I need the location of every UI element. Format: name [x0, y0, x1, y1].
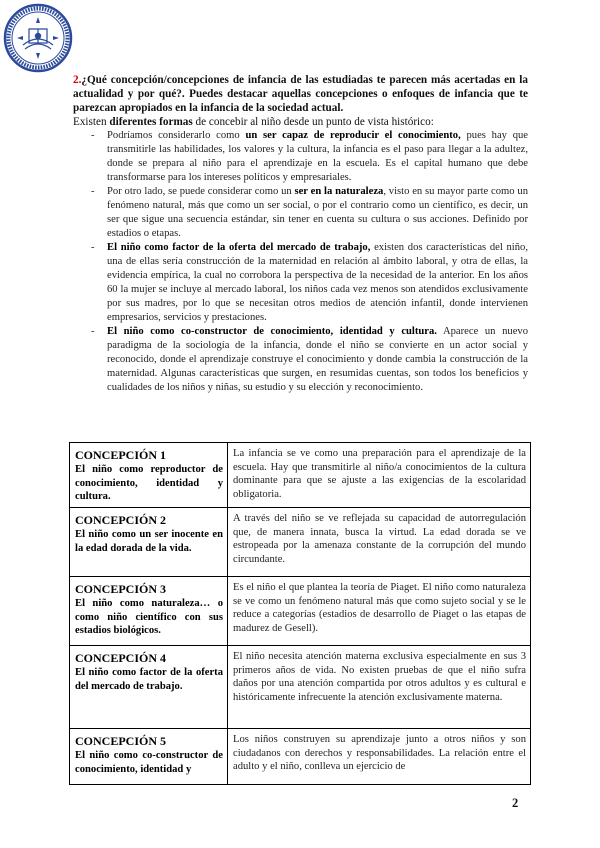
conception-name: El niño como un ser inocente en la edad dorada de la vida. [75, 529, 223, 554]
page-number: 2 [512, 796, 519, 810]
conceptions-table [69, 442, 531, 785]
conception-title: CONCEPCIÓN 4 [75, 651, 167, 665]
conception-name: El niño como reproductor de conocimiento, identidad y cultura. [75, 464, 223, 503]
main-content [73, 73, 528, 395]
intro-bold-text: diferentes formas [109, 116, 193, 128]
bullet-item [107, 129, 528, 185]
conception-description-cell: Los niños construyen su aprendizaje junto a otros niños y son ciudadanos con derechos y responsabilidades. La relación entre el adulto y el niño, conlleva un ejercicio de [228, 729, 531, 785]
bullet-bold-text: ser en la naturaleza [294, 186, 384, 197]
intro-text: Existen [73, 116, 110, 128]
bullet-text-end: pues hay que transmitirle las habilidades, los valores y la cultura, la infancia es el paso para llegar a la adultez, donde se prepara al niño para el aprendizaje en la escuela. Es el capital humano que debe transformarse para los intereses políticos y empresariales. [107, 130, 528, 183]
conception-bullet-list [73, 129, 528, 395]
conception-label-cell [70, 577, 228, 646]
bullet-item [107, 241, 528, 325]
bullet-text-end: , visto en su mayor parte como un fenómeno natural, más que como un ser social, o por el contrario como un científico, es decir, un ser que sigue una secuencia estándar, sin tener en cuenta su cultura o sus acciones. Definido por estadios o etapas. [107, 186, 528, 239]
conception-description-cell: El niño necesita atención materna exclusiva especialmente en sus 3 primeros años de vida. No existen pruebas de que el niño sufra daños por una atención compartida por otros adultos y es cultural e históricamente infrecuente la atención exclusivamente materna. [228, 646, 531, 729]
bullet-text: Podríamos considerarlo como [107, 130, 246, 141]
table-row [70, 443, 531, 508]
bullet-text-end: existen dos características del niño, una de ellas sería construcción de la maternidad en relación al ámbito laboral, y otra de ellas, la evidencia empírica, la cual no corrobora la perspectiva de la necesidad de la anterior. En los años 60 la mujer se incluye al mercado laboral, los niños cada vez menos son atendidos exclusivamente por sus madres, por lo que se necesitan otros medios de atención infantil, donde intervienen empresarios, servicios y prestaciones. [107, 242, 528, 323]
bullet-item [107, 325, 528, 395]
conception-description-cell: Es el niño el que plantea la teoría de Piaget. El niño como naturaleza se ve como un fenómeno natural más que como sujeto social y se le reduce a categorías (estadios de desarrollo de Piaget o las etapas de madurez de Gesell). [228, 577, 531, 646]
bullet-bold-text: un ser capaz de reproducir el conocimiento, [245, 130, 461, 141]
bullet-bold-text: El niño como co-constructor de conocimiento, identidad y cultura. [107, 326, 437, 337]
table-row [70, 577, 531, 646]
university-seal-logo [3, 3, 73, 73]
conception-label-cell [70, 729, 228, 785]
conception-title: CONCEPCIÓN 2 [75, 513, 167, 527]
conception-label-cell [70, 508, 228, 577]
intro-paragraph [73, 115, 528, 129]
table-row [70, 508, 531, 577]
conception-label-cell [70, 443, 228, 508]
conception-title: CONCEPCIÓN 3 [75, 582, 167, 596]
question-number: 2. [73, 74, 82, 86]
conception-name: El niño como naturaleza… o como niño científico con sus estadios biológicos. [75, 598, 223, 637]
conception-name: El niño como factor de la oferta del mercado de trabajo. [75, 667, 223, 692]
conception-title: CONCEPCIÓN 1 [75, 448, 167, 462]
table-row [70, 646, 531, 729]
bullet-text: Por otro lado, se puede considerar como un [107, 186, 295, 197]
question-heading [73, 73, 528, 115]
conception-description-cell: A través del niño se ve reflejada su capacidad de autorregulación que, de manera innata, busca la virtud. La edad dorada se ve estropeada por la amenaza constante de la corrupción del mundo circundante. [228, 508, 531, 577]
bullet-text-end: Aparece un nuevo paradigma de la sociología de la infancia, donde el niño se convierte en un actor social y reconocido, donde el aprendizaje construye el conocimiento y donde cambia la construcción de la maternidad. Algunas características que surgen, en resumidas cuentas, son todos los beneficios y cualidades de los niños y niñas, su estudio y su elección y reconocimiento. [107, 326, 528, 393]
bullet-bold-text: El niño como factor de la oferta del mercado de trabajo, [107, 242, 371, 253]
question-text: ¿Qué concepción/concepciones de infancia de las estudiadas te parecen más acertadas en la actualidad y por qué?. Puedes destacar aquellas concepciones o enfoques de infancia que te parezcan apropiados en la infancia de la sociedad actual. [73, 74, 528, 114]
conception-title: CONCEPCIÓN 5 [75, 734, 167, 748]
bullet-item [107, 185, 528, 241]
table-row [70, 729, 531, 785]
intro-text-end: de concebir al niño desde un punto de vista histórico: [192, 116, 434, 128]
conception-description-cell: La infancia se ve como una preparación para el aprendizaje de la escuela. Hay que transmitirle al niño/a conocimientos de la cultura dominante para que se ajuste a las exigencias de la escolaridad obligatoria. [228, 443, 531, 508]
conception-name: El niño como co-constructor de conocimiento, identidad y [75, 750, 223, 775]
conception-label-cell [70, 646, 228, 729]
